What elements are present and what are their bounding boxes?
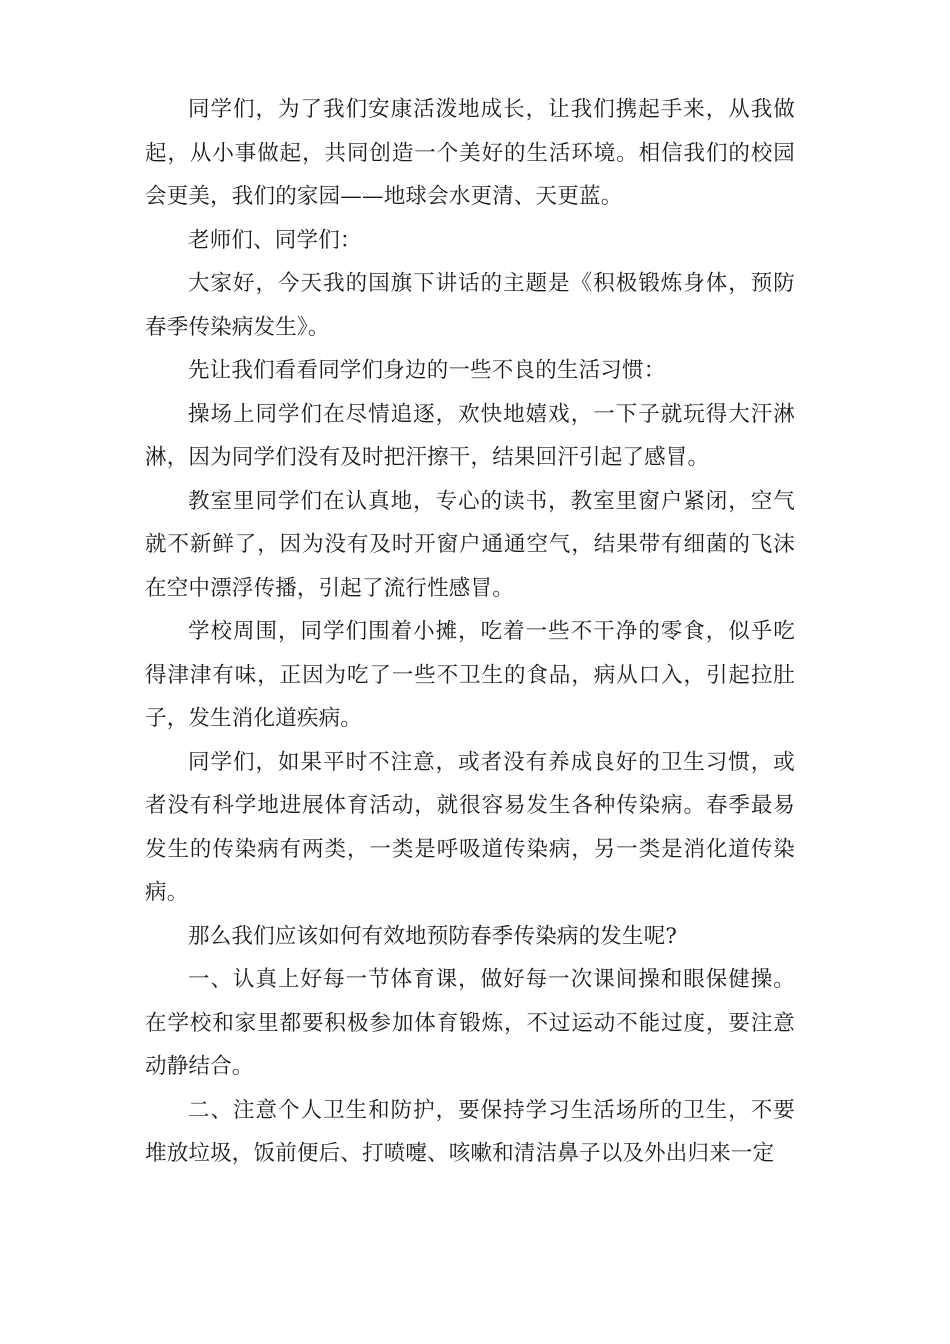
paragraph: 教室里同学们在认真地，专心的读书，教室里窗户紧闭，空气就不新鲜了，因为没有及时开窗户通通空气，结果带有细菌的飞沫在空中漂浮传播，引起了流行性感冒。 <box>145 488 795 601</box>
paragraph: 先让我们看看同学们身边的一些不良的生活习惯： <box>188 358 666 383</box>
paragraph: 老师们、同学们： <box>188 227 362 253</box>
paragraph: 大家好，今天我的国旗下讲话的主题是《积极锻炼身体，预防春季传染病发生》。 <box>145 271 795 340</box>
paragraph: 一、认真上好每一节体育课，做好每一次课间操和眼保健操。在学校和家里都要积极参加体育锻炼，不过运动不能过度，要注意动静结合。 <box>145 967 795 1079</box>
paragraph: 学校周围，同学们围着小摊，吃着一些不干净的零食，似乎吃得津津有味，正因为吃了一些不卫生的食品，病从口入，引起拉肚子，发生消化道疾病。 <box>145 619 795 731</box>
paragraph: 二、注意个人卫生和防护，要保持学习生活场所的卫生，不要堆放垃圾，饭前便后、打喷嚏、咳嗽和清洁鼻子以及外出归来一定 <box>145 1097 795 1166</box>
paragraph: 那么我们应该如何有效地预防春季传染病的发生呢? <box>188 923 678 949</box>
paragraph: 同学们，如果平时不注意，或者没有养成良好的卫生习惯，或者没有科学地进展体育活动，就很容易发生各种传染病。春季最易发生的传染病有两类，一类是呼吸道传染病，另一类是消化道传染病。 <box>145 749 795 905</box>
paragraph: 操场上同学们在尽情追逐，欢快地嬉戏，一下子就玩得大汗淋淋，因为同学们没有及时把汗擦干，结果回汗引起了感冒。 <box>145 401 795 470</box>
paragraph: 同学们，为了我们安康活泼地成长，让我们携起手来，从我做起，从小事做起，共同创造一个美好的生活环境。相信我们的校园会更美，我们的家园——地球会水更清、天更蓝。 <box>145 97 795 209</box>
document-page <box>145 88 795 1176</box>
